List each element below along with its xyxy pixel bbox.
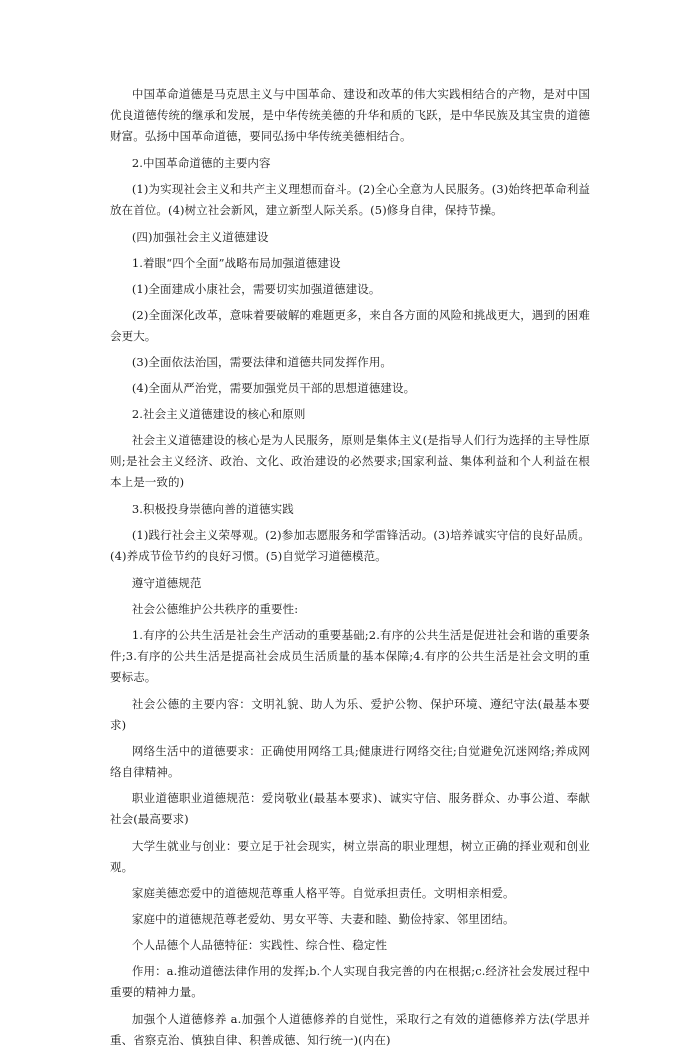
paragraph-online-ethics: 网络生活中的道德要求：正确使用网络工具;健康进行网络交往;自觉避免沉迷网络;养成网络自律精神。: [110, 744, 590, 779]
heading-public-order-importance: 社会公德维护公共秩序的重要性:: [131, 602, 299, 616]
paragraph-revolutionary-morality-intro: 中国革命道德是马克思主义与中国革命、建设和改革的伟大实践相结合的产物，是对中国优良道德传统的继承和发展，是中华传统美德的升华和质的飞跃，是中华民族及其宝贵的道德财富。弘扬中国革命道德，要同弘扬中华传统美德相结合。: [110, 87, 590, 143]
heading-moral-practice: 3.积极投身崇德向善的道德实践: [131, 502, 294, 516]
heading-moral-norms: 遵守道德规范: [131, 576, 202, 590]
paragraph-employment: 大学生就业与创业：要立足于社会现实，树立崇高的职业理想，树立正确的择业观和创业观。: [110, 839, 590, 874]
paragraph-personal-character: 个人品德个人品德特征：实践性、综合性、稳定性: [131, 938, 388, 952]
paragraph-professional-ethics: 职业道德职业道德规范：爱岗敬业(最基本要求)、诚实守信、服务群众、办事公道、奉献社会(最高要求): [110, 791, 590, 826]
list-item-1: (1)全面建成小康社会，需要切实加强道德建设。: [131, 282, 381, 296]
paragraph-revolutionary-morality-points: (1)为实现社会主义和共产主义理想而奋斗。(2)全心全意为人民服务。(3)始终把革命利益放在首位。(4)树立社会新风，建立新型人际关系。(5)修身自律，保持节操。: [110, 182, 590, 217]
heading-revolutionary-morality-content: 2.中国革命道德的主要内容: [131, 156, 271, 170]
paragraph-functions: 作用：a.推动道德法律作用的发挥;b.个人实现自我完善的内在根据;c.经济社会发展过程中重要的精神力量。: [110, 964, 590, 999]
paragraph-family-ethics: 家庭中的道德规范尊老爱幼、男女平等、夫妻和睦、勤俭持家、邻里团结。: [131, 912, 515, 926]
paragraph-self-cultivation: 加强个人道德修养 a.加强个人道德修养的自觉性，采取行之有效的道德修养方法(学思并重、省察克治、慎独自律、积善成德、知行统一)(内在): [110, 1012, 590, 1047]
paragraph-social-ethics-content: 社会公德的主要内容：文明礼貌、助人为乐、爱护公物、保护环境、遵纪守法(最基本要求): [110, 697, 590, 732]
heading-four-comprehensives: 1.着眼“四个全面”战略布局加强道德建设: [131, 256, 341, 270]
heading-core-and-principle: 2.社会主义道德建设的核心和原则: [131, 407, 306, 421]
list-item-4: (4)全面从严治党，需要加强党员干部的思想道德建设。: [131, 381, 416, 395]
heading-socialist-morality-building: (四)加强社会主义道德建设: [131, 230, 269, 244]
paragraph-core-and-principle: 社会主义道德建设的核心是为人民服务，原则是集体主义(是指导人们行为选择的主导性原则;是社会主义经济、政治、文化、政治建设的必然要求;国家利益、集体利益和个人利益在根本上是一致的): [110, 433, 590, 489]
paragraph-public-order-points: 1.有序的公共生活是社会生产活动的重要基础;2.有序的公共生活是促进社会和谐的重要条件;3.有序的公共生活是提高社会成员生活质量的基本保障;4.有序的公共生活是社会文明的重要标志。: [110, 628, 590, 684]
paragraph-moral-practice-points: (1)践行社会主义荣辱观。(2)参加志愿服务和学雷锋活动。(3)培养诚实守信的良好品质。(4)养成节俭节约的良好习惯。(5)自觉学习道德模范。: [110, 528, 590, 563]
list-item-2: (2)全面深化改革，意味着要破解的难题更多，来自各方面的风险和挑战更大，遇到的困难会更大。: [110, 308, 590, 343]
list-item-3: (3)全面依法治国，需要法律和道德共同发挥作用。: [131, 355, 393, 369]
paragraph-romance-ethics: 家庭美德恋爱中的道德规范尊重人格平等。自觉承担责任。文明相亲相爱。: [131, 886, 515, 900]
